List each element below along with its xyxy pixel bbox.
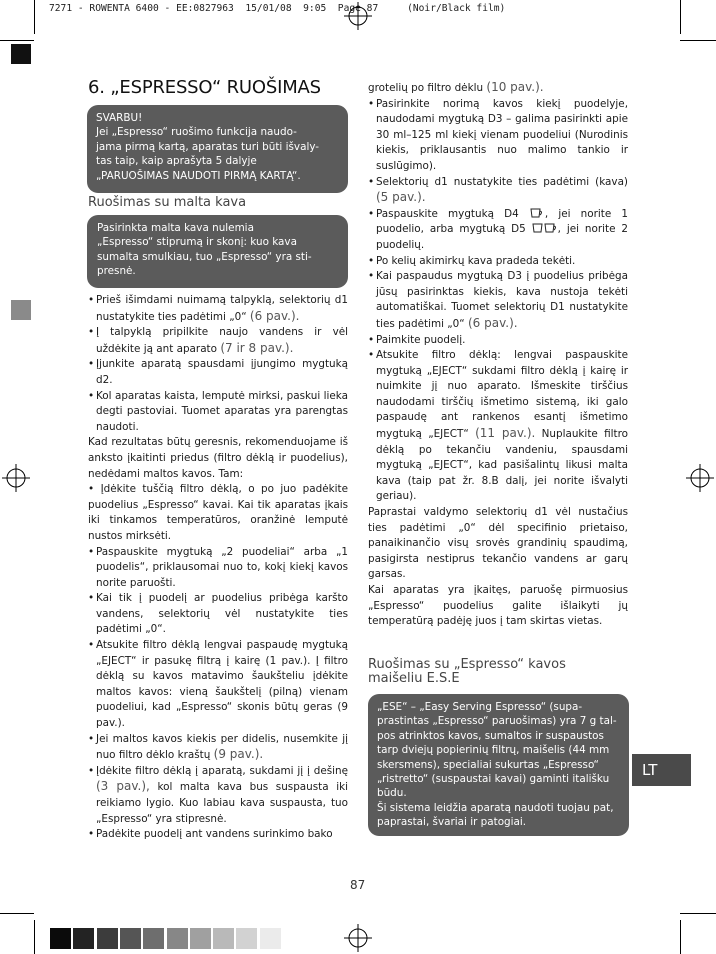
list-item: • Prieš išimdami nuimamą talpyklą, selektorių d1 nustatykite ties padėtimi „0“ (6 pav.). <box>88 293 348 325</box>
figure-ref: (7 ir 8 pav.). <box>220 340 294 355</box>
list-item: • Paimkite puodelį. <box>368 333 628 349</box>
black-square-mark <box>11 44 31 64</box>
important-note-box <box>87 105 348 193</box>
color-swatch <box>143 928 164 949</box>
color-swatch <box>236 928 257 949</box>
page-number: 87 <box>350 878 366 892</box>
crop-mark <box>34 0 35 34</box>
list-item: • Į talpyklą pripilkite naujo vandens ir vėl uždėkite ją ant aparato (7 ir 8 pav.). <box>88 325 348 357</box>
list-item: • Pasirinkite norimą kavos kiekį puodelyje, naudodami mygtuką D3 – galima pasirinkti apie 30 ml–125 ml kiekį vienam puodeliui (Nurodinis kiekis, priklausantis nuo malimo tankio ir suslūgimo). <box>368 97 628 175</box>
paragraph: • Įdėkite tuščią filtro dėklą, o po juo padėkite puodelius „Espresso“ kavai. Kai tik aparatas įkais iki tinkamos temperatūros, oranžinė lemputė nustos mirksėti. <box>88 483 348 542</box>
crop-mark <box>0 913 34 914</box>
section-heading-ese: Ruošimas su „Espresso“ kavos maišeliu E.S.E <box>368 657 566 686</box>
crop-mark <box>34 920 35 954</box>
figure-ref: (11 pav.). <box>475 426 536 441</box>
crop-mark <box>0 40 34 41</box>
figure-ref: (10 pav.). <box>486 80 544 94</box>
list-item: • Selektorių d1 nustatykite ties padėtimi (kava) (5 pav.). <box>368 175 628 207</box>
color-swatch <box>213 928 234 949</box>
paragraph: Kad rezultatas būtų geresnis, rekomenduojame iš anksto įkaitinti priedus (filtro dėklą ir puodelius), nedėdami maltos kavos. Tam: <box>88 436 348 480</box>
crop-mark <box>680 913 716 914</box>
list-item: • Padėkite puodelį ant vandens surinkimo bako <box>88 827 348 843</box>
color-swatch <box>167 928 188 949</box>
paragraph: Kai aparatas yra įkaitęs, paruošę pirmuosius „Espresso“ puodelius galite išlaikyti jų temperatūrą padėję juos į tam skirtas vietas. <box>368 584 628 628</box>
list-item: • Kol aparatas kaista, lemputė mirksi, paskui lieka degti pastoviai. Tuomet aparatas yra parengtas naudoti. <box>88 389 348 436</box>
figure-ref: (6 pav.). <box>249 308 300 323</box>
list-item: • Kai tik į puodelį ar puodelius pribėga karšto vandens, selektorių vėl nustatykite ties padėtimi „0“. <box>88 591 348 638</box>
list-item: • Jei maltos kavos kiekis per didelis, nusemkite jį nuo filtro dėklo kraštų (9 pav.). <box>88 732 348 764</box>
ese-note-text: „ESE“ – „Easy Serving Espresso“ (supa- prastintas „Espresso“ paruošimas) yra 7 g tal- pos atrinktos kavos, sumaltos ir suspaustos tarp dviejų popierinių filtrų, maišelis (44 mm skersmens), specialiai sukurtas „Espresso“ „ristretto“ (suspaustai kavai) gaminti itališku būdu. Ši sistema leidžia aparatą naudoti tuojau pat, paprastai, švariai ir patogiai. <box>377 701 617 829</box>
list-item: • Įjunkite aparatą spausdami įjungimo mygtuką d2. <box>88 357 348 388</box>
list-item: • Atsukite filtro dėklą: lengvai paspauskite mygtuką „EJECT“ sukdami filtro dėklą į kairę ir nuimkite jį nuo aparato. Išmeskite tirščius naudodami tirščių išmetimo sistemą, iki galo paspaudę ant rankenos esantį išmetimo mygtuką „EJECT“ (11 pav.). Nuplaukite filtro dėklą po tekančiu vandeniu, spausdami mygtuką „EJECT“, kad pasišalintų likusi malta kava (taip pat žr. 8.B dalį, jei norite išvalyti geriau). <box>368 348 628 505</box>
color-swatch <box>97 928 118 949</box>
crop-mark <box>680 920 681 954</box>
figure-ref: (6 pav.). <box>467 315 518 330</box>
registration-mark-icon <box>686 464 714 492</box>
print-header: 7271 - ROWENTA 6400 - EE:0827963 15/01/08 9:05 Page 87 (Noir/Black film) <box>49 3 506 14</box>
paragraph: Paprastai valdymo selektorių d1 vėl nustačius ties padėtimi „0“ dėl specifinio prietaiso, panaikinančio visų srovės grandinių spaudimą, pasigirsta nestiprus tekančio vandens ar garų garsas. <box>368 506 628 581</box>
important-note-text: SVARBU! Jei „Espresso“ ruošimo funkcija naudo- jama pirmą kartą, aparatas turi būti išvaly- tas taip, kaip aprašyta 5 dalyje „PARUOŠIMAS NAUDOTI PIRMĄ KARTĄ“. <box>96 112 320 182</box>
list-item: • Paspauskite mygtuką „2 puodeliai“ arba „1 puodelis“, priklausomai nuo to, kokį kiekį kavos norite paruošti. <box>88 545 348 592</box>
ese-note-box <box>368 694 629 836</box>
list-item: • Paspauskite mygtuką D4 , jei norite 1 puodelio, arba mygtuką D5 , jei norite 2 puodelių. <box>368 207 628 254</box>
language-tab: LT <box>632 754 691 786</box>
figure-ref: (9 pav.). <box>213 747 264 762</box>
page-title: 6. „ESPRESSO“ RUOŠIMAS <box>88 77 321 98</box>
color-swatch <box>73 928 94 949</box>
figure-ref: (5 pav.). <box>376 190 426 205</box>
color-swatch <box>260 928 281 949</box>
crop-mark <box>680 0 681 34</box>
list-item: • Atsukite filtro dėklą lengvai paspaudę mygtuką „EJECT“ ir pasukę filtrą į kairę (1 pav.). Į filtro dėklą su kavos matavimo šaukšteliu įdėkite maltos kavos: vieną šaukštelį (pilną) vienam puodeliui, kad „Espresso“ skonis būtų geras (9 pav.). <box>88 638 348 732</box>
section-heading-ground-coffee: Ruošimas su malta kava <box>88 195 247 210</box>
figure-ref: (3 pav.), <box>96 779 150 794</box>
registration-mark-icon <box>344 924 372 952</box>
ground-coffee-note-box <box>87 215 348 288</box>
crop-mark <box>680 40 716 41</box>
one-cup-icon <box>529 207 545 219</box>
grey-square-mark <box>11 300 31 320</box>
color-swatch <box>50 928 71 949</box>
right-column <box>368 80 628 630</box>
list-item: • Po kelių akimirkų kava pradeda tekėti. <box>368 254 628 270</box>
color-swatch <box>190 928 211 949</box>
two-cups-icon <box>532 222 558 234</box>
list-item: • Kai paspaudus mygtuką D3 į puodelius pribėga jūsų pasirinktas kiekis, kava nustoja tekėti automatiškai. Tuomet selektorių D1 nustatykite ties padėtimi „0“ (6 pav.). <box>368 269 628 332</box>
ground-coffee-note-text: Pasirinkta malta kava nulemia „Espresso“ stiprumą ir skonį: kuo kava sumalta smulkiau, tuo „Espresso“ yra sti- presnė. <box>97 222 312 278</box>
registration-mark-icon <box>344 2 372 30</box>
color-swatch <box>120 928 141 949</box>
left-column <box>88 293 348 843</box>
list-item: • Įdėkite filtro dėklą į aparatą, sukdami jį į dešinę (3 pav.), kol malta kava bus suspausta iki reikiamo lygio. Kuo labiau kava suspausta, tuo „Espresso“ yra stipresnė. <box>88 764 348 827</box>
registration-mark-icon <box>2 464 30 492</box>
paragraph: grotelių po filtro dėklu (10 pav.). <box>368 80 544 94</box>
